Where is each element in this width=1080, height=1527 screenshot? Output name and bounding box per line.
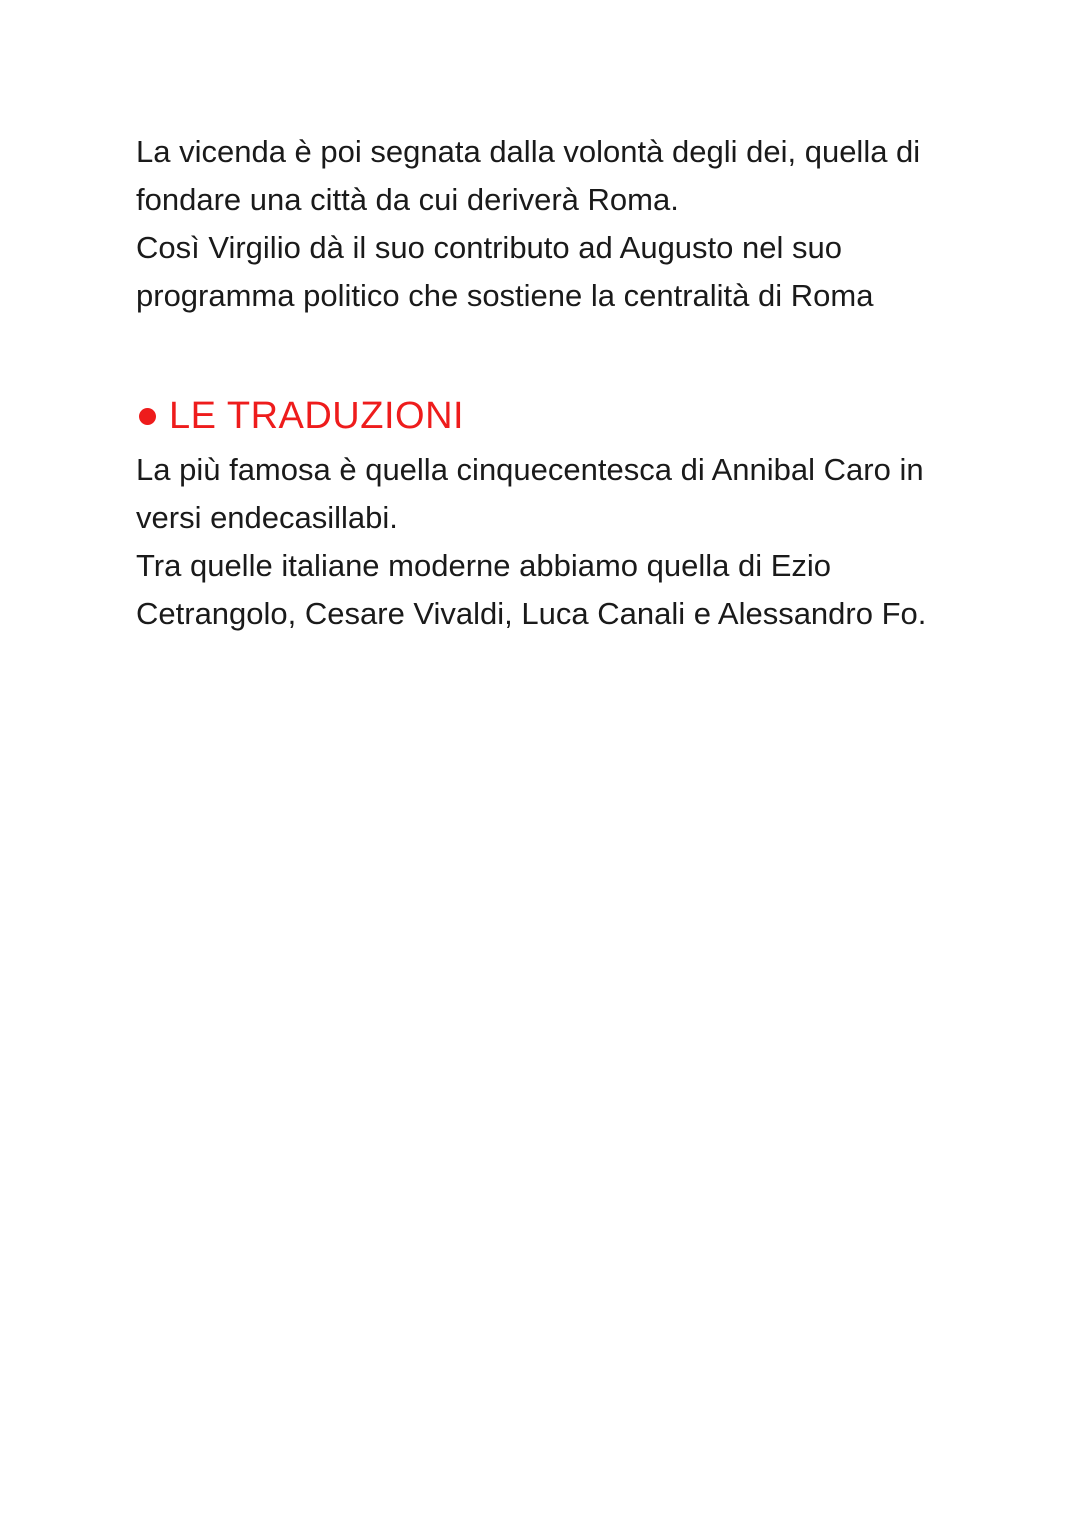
intro-paragraph [136, 128, 996, 320]
section-line-1: La più famosa è quella cinquecentesca di Annibal Caro in [136, 452, 924, 487]
section-line-4: Cetrangolo, Cesare Vivaldi, Luca Canali e Alessandro Fo. [136, 596, 927, 631]
section-paragraph [136, 446, 996, 638]
document-page [136, 128, 996, 638]
bullet-dot-icon [139, 408, 156, 425]
intro-line-3: Così Virgilio dà il suo contributo ad Augusto nel suo [136, 230, 842, 265]
intro-line-1: La vicenda è poi segnata dalla volontà degli dei, quella di [136, 134, 921, 169]
section-heading-text: LE TRADUZIONI [169, 395, 465, 437]
intro-line-4: programma politico che sostiene la centralità di Roma [136, 278, 874, 313]
section-line-3: Tra quelle italiane moderne abbiamo quella di Ezio [136, 548, 832, 583]
section-heading [136, 390, 996, 442]
intro-line-2: fondare una città da cui deriverà Roma. [136, 182, 679, 217]
section-line-2: versi endecasillabi. [136, 500, 398, 535]
